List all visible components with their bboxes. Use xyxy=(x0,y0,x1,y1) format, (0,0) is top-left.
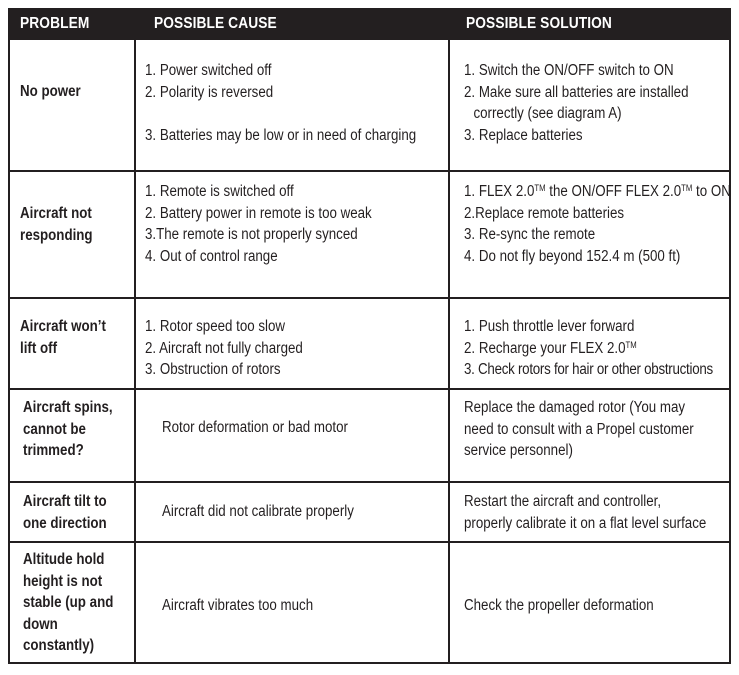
problem-text: Aircraft won’t xyxy=(20,318,106,335)
solution-line: 3. Re-sync the remote xyxy=(464,226,596,243)
cause-line: 3. Obstruction of rotors xyxy=(145,361,281,378)
cause-line: 3. Batteries may be low or in need of charging xyxy=(145,126,417,144)
header-possible-solution: POSSIBLE SOLUTION xyxy=(466,15,612,32)
problem-text: trimmed? xyxy=(23,442,84,459)
solution-line: 2.Replace remote batteries xyxy=(464,204,625,222)
table-row xyxy=(10,297,729,390)
solution-line: correctly (see diagram A) xyxy=(473,105,622,122)
solution-cell xyxy=(450,299,729,390)
solution-line: 4. Do not fly beyond 152.4 m (500 ft) xyxy=(464,247,681,265)
problem-text: Altitude hold xyxy=(23,551,105,568)
solution-line: 1. FLEX 2.0™ the ON/OFF FLEX 2.0™ to ON xyxy=(464,183,731,200)
table-row xyxy=(10,541,729,662)
solution-line: Replace the damaged rotor (You may xyxy=(464,399,686,416)
problem-cell xyxy=(10,483,136,543)
cause-line: 2. Polarity is reversed xyxy=(145,83,274,101)
cause-cell xyxy=(136,390,450,483)
solution-cell xyxy=(450,483,729,543)
cause-cell xyxy=(136,299,450,390)
solution-cell xyxy=(450,543,729,662)
solution-line: Check the propeller deformation xyxy=(464,597,654,614)
solution-cell xyxy=(450,40,729,172)
problem-text: constantly) xyxy=(23,637,95,654)
solution-line: 2. Make sure all batteries are installed xyxy=(464,83,689,101)
cause-line: 1. Remote is switched off xyxy=(145,183,294,200)
cause-line: 1. Power switched off xyxy=(145,62,272,79)
problem-text: responding xyxy=(20,226,93,244)
problem-text: No power xyxy=(20,83,81,100)
solution-line: 3. Check rotors for hair or other obstructions xyxy=(464,361,713,378)
header-problem: PROBLEM xyxy=(20,15,90,32)
table-row xyxy=(10,170,729,299)
problem-text: stable (up and xyxy=(23,594,114,611)
troubleshooting-table xyxy=(8,8,731,664)
table-header xyxy=(10,10,729,40)
problem-cell xyxy=(10,172,136,299)
problem-text: cannot be xyxy=(23,420,86,438)
problem-text: lift off xyxy=(20,339,58,357)
table-row xyxy=(10,40,729,172)
table-row xyxy=(10,388,729,483)
cause-cell xyxy=(136,483,450,543)
cause-line: 1. Rotor speed too slow xyxy=(145,318,286,335)
cause-cell xyxy=(136,172,450,299)
header-possible-cause: POSSIBLE CAUSE xyxy=(154,15,277,32)
problem-text: Aircraft not xyxy=(20,205,92,222)
problem-text: height is not xyxy=(23,572,103,590)
problem-cell xyxy=(10,390,136,483)
cause-cell xyxy=(136,543,450,662)
cause-line: 4. Out of control range xyxy=(145,247,278,265)
solution-cell xyxy=(450,390,729,483)
solution-line: need to consult with a Propel customer xyxy=(464,420,694,438)
solution-line: Restart the aircraft and controller, xyxy=(464,493,662,510)
problem-cell xyxy=(10,299,136,390)
cause-spacer xyxy=(145,103,416,125)
problem-text: Aircraft spins, xyxy=(23,399,113,416)
cause-line: Aircraft did not calibrate properly xyxy=(162,503,354,520)
solution-line: 1. Push throttle lever forward xyxy=(464,318,635,335)
problem-cell xyxy=(10,543,136,662)
cause-cell xyxy=(136,40,450,172)
cause-line: 2. Battery power in remote is too weak xyxy=(145,204,372,222)
solution-line: 1. Switch the ON/OFF switch to ON xyxy=(464,62,674,79)
cause-line: Rotor deformation or bad motor xyxy=(162,419,348,436)
table-row xyxy=(10,481,729,543)
cause-line: 2. Aircraft not fully charged xyxy=(145,339,303,357)
problem-text: down xyxy=(23,615,58,633)
solution-line: properly calibrate it on a flat level surface xyxy=(464,514,707,532)
solution-line: 2. Recharge your FLEX 2.0™ xyxy=(464,339,637,357)
solution-line: 3. Replace batteries xyxy=(464,126,583,144)
cause-line: 3.The remote is not properly synced xyxy=(145,226,358,243)
problem-text: Aircraft tilt to xyxy=(23,493,107,510)
problem-cell xyxy=(10,40,136,172)
cause-line: Aircraft vibrates too much xyxy=(162,597,314,614)
problem-text: one direction xyxy=(23,514,107,532)
solution-line: service personnel) xyxy=(464,442,573,459)
solution-cell xyxy=(450,172,729,299)
